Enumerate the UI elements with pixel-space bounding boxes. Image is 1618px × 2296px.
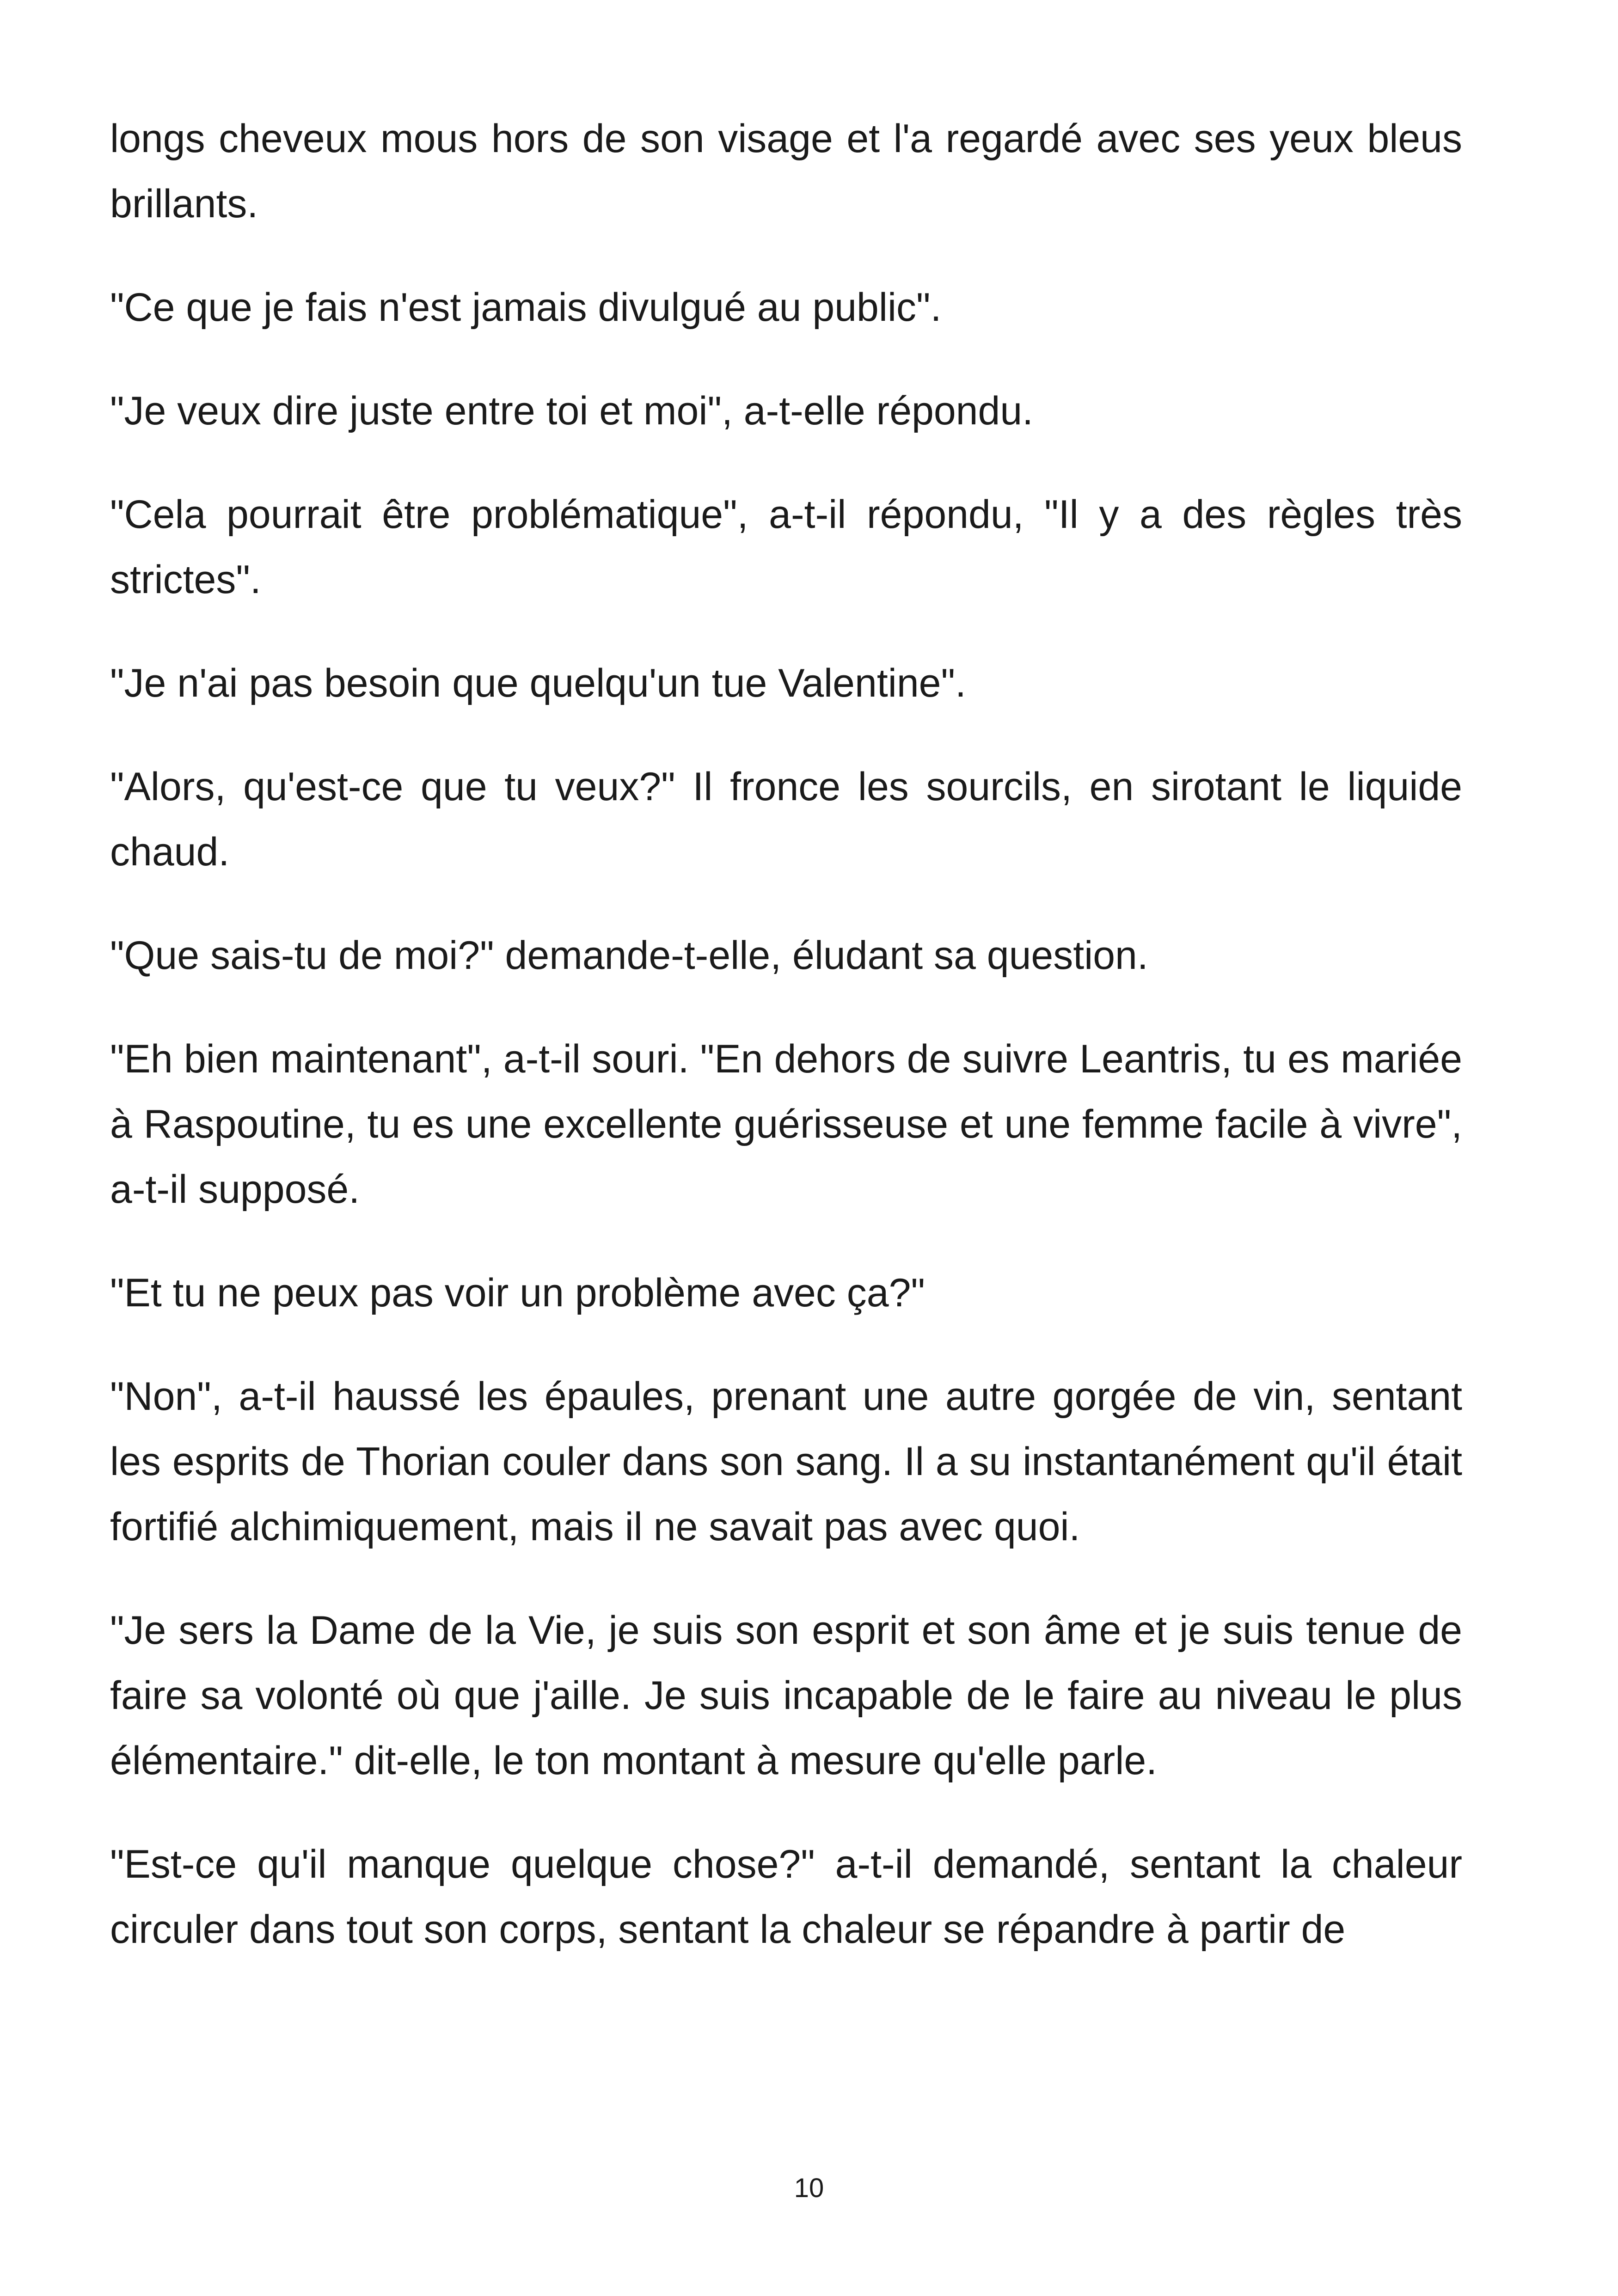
page-number: 10 <box>794 2173 824 2203</box>
paragraph-3: "Je veux dire juste entre toi et moi", a-t-elle répondu. <box>110 389 1034 433</box>
paragraph-11: "Je sers la Dame de la Vie, je suis son esprit et son âme et je suis tenue de faire sa volonté où que j'aille. Je suis incapable de le faire au niveau le plus élémentaire." dit-elle, le ton montant à mesure qu'elle parle. <box>110 1608 1462 1783</box>
paragraph-9: "Et tu ne peux pas voir un problème avec ça?" <box>110 1271 925 1315</box>
paragraph-1: longs cheveux mous hors de son visage et l'a regardé avec ses yeux bleus brillants. <box>110 116 1462 226</box>
paragraph-6: "Alors, qu'est-ce que tu veux?" Il fronce les sourcils, en sirotant le liquide chaud. <box>110 765 1462 874</box>
body-text <box>110 106 1462 2001</box>
paragraph-8: "Eh bien maintenant", a-t-il souri. "En dehors de suivre Leantris, tu es mariée à Raspoutine, tu es une excellente guérisseuse et une femme facile à vivre", a-t-il supposé. <box>110 1037 1462 1212</box>
paragraph-5: "Je n'ai pas besoin que quelqu'un tue Valentine". <box>110 661 966 705</box>
paragraph-2: "Ce que je fais n'est jamais divulgué au public". <box>110 285 942 330</box>
paragraph-7: "Que sais-tu de moi?" demande-t-elle, éludant sa question. <box>110 933 1148 978</box>
paragraph-4: "Cela pourrait être problématique", a-t-il répondu, "Il y a des règles très strictes". <box>110 492 1462 602</box>
paragraph-10: "Non", a-t-il haussé les épaules, prenant une autre gorgée de vin, sentant les esprits de Thorian couler dans son sang. Il a su instantanément qu'il était fortifié alchimiquement, mais il ne savait pas avec quoi. <box>110 1374 1462 1549</box>
paragraph-12: "Est-ce qu'il manque quelque chose?" a-t-il demandé, sentant la chaleur circuler dans tout son corps, sentant la chaleur se répandre à partir de <box>110 1842 1462 1952</box>
